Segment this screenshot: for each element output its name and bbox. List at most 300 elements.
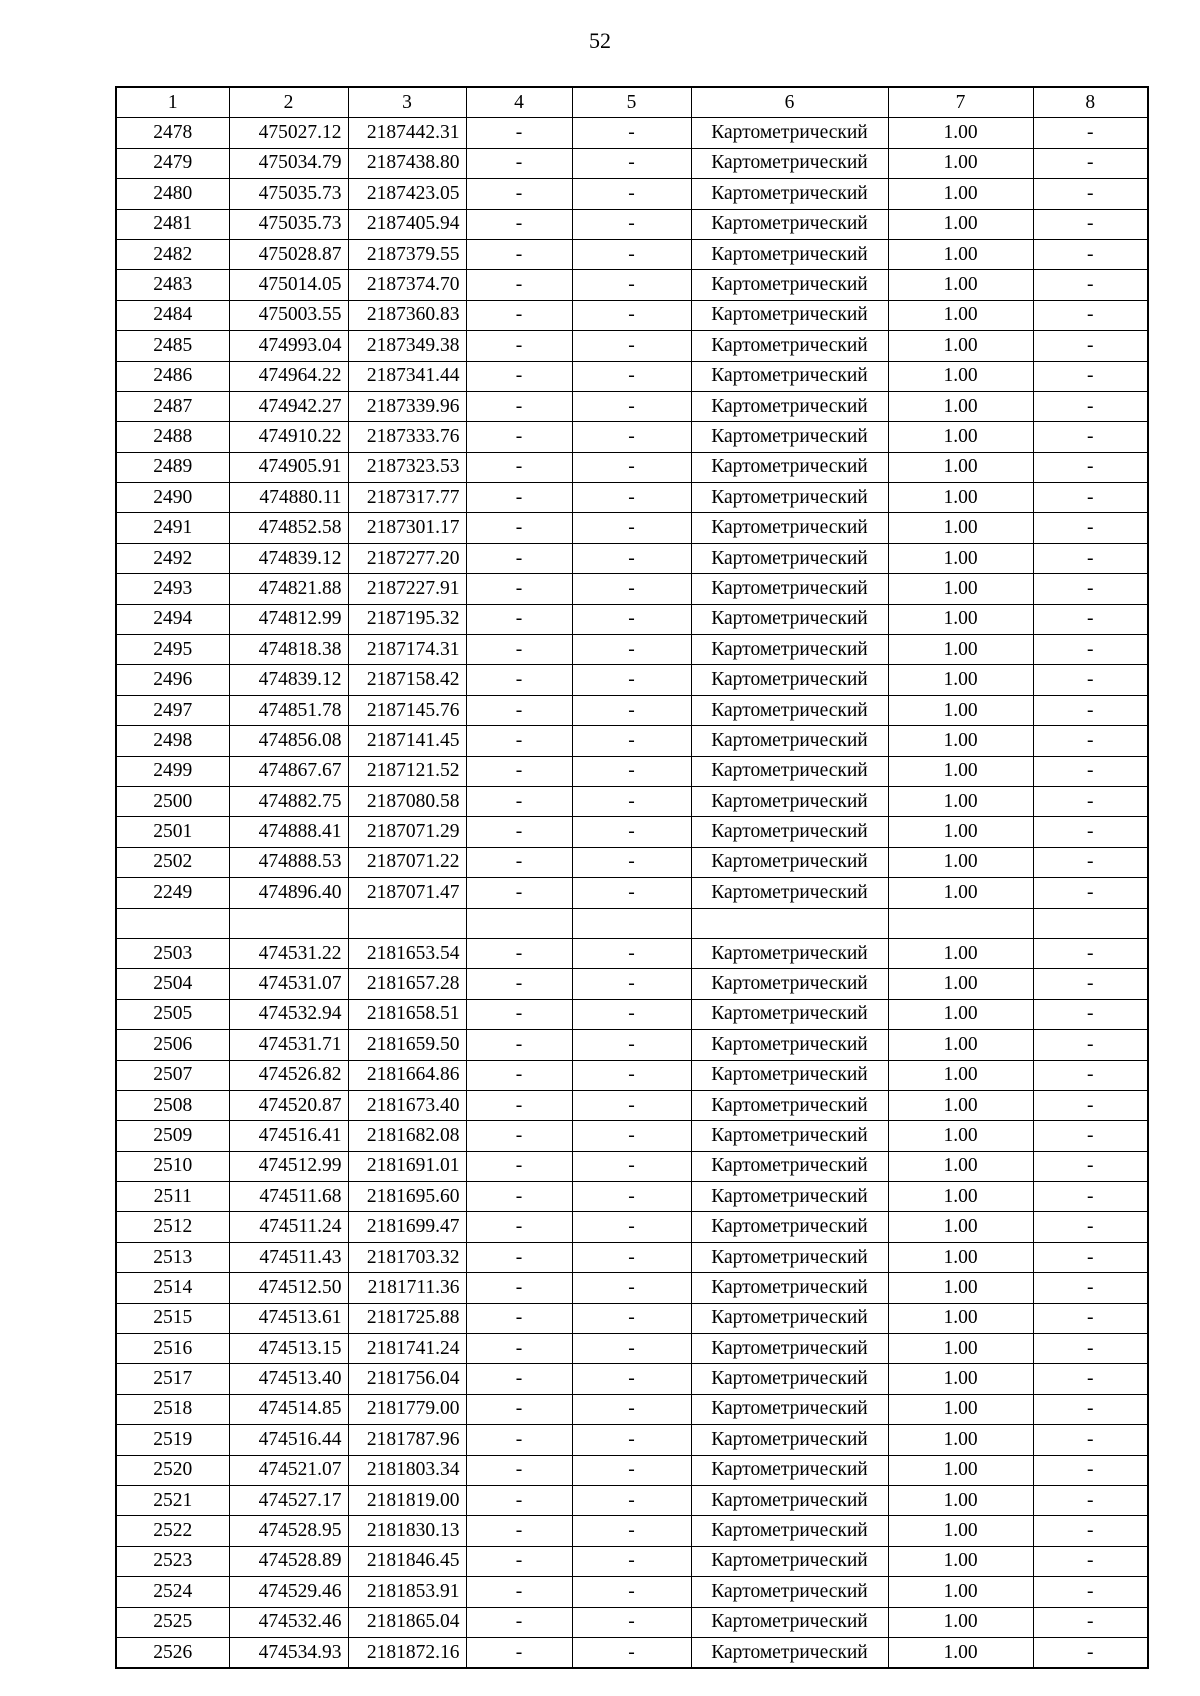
col5-cell: - — [572, 938, 691, 968]
col4-cell: - — [466, 1637, 572, 1668]
table-body — [116, 118, 1148, 1668]
y-coordinate-cell: 2187442.31 — [348, 118, 466, 148]
col8-cell: - — [1033, 756, 1148, 786]
col8-cell: - — [1033, 1485, 1148, 1515]
coordinates-table — [115, 86, 1149, 1669]
y-coordinate-cell: 2187121.52 — [348, 756, 466, 786]
method-cell: Картометрический — [691, 847, 888, 877]
col5-cell: - — [572, 391, 691, 421]
accuracy-cell: 1.00 — [888, 179, 1033, 209]
col5-cell: - — [572, 1212, 691, 1242]
y-coordinate-cell: 2181756.04 — [348, 1364, 466, 1394]
column-header: 7 — [888, 87, 1033, 118]
point-number-cell: 2482 — [116, 239, 229, 269]
col8-cell: - — [1033, 1151, 1148, 1181]
y-coordinate-cell: 2181695.60 — [348, 1182, 466, 1212]
x-coordinate-cell: 474839.12 — [229, 543, 348, 573]
col5-cell: - — [572, 635, 691, 665]
point-number-cell: 2519 — [116, 1425, 229, 1455]
col8-cell: - — [1033, 1212, 1148, 1242]
y-coordinate-cell: 2181872.16 — [348, 1637, 466, 1668]
col8-cell: - — [1033, 483, 1148, 513]
col4-cell: - — [466, 1546, 572, 1576]
x-coordinate-cell: 474526.82 — [229, 1060, 348, 1090]
col5-cell: - — [572, 1607, 691, 1637]
col5-cell: - — [572, 665, 691, 695]
col5-cell: - — [572, 574, 691, 604]
col5-cell: - — [572, 1151, 691, 1181]
table-row — [116, 1394, 1148, 1424]
x-coordinate-cell: 474513.40 — [229, 1364, 348, 1394]
table-row — [116, 1455, 1148, 1485]
y-coordinate-cell — [348, 908, 466, 938]
accuracy-cell: 1.00 — [888, 1151, 1033, 1181]
method-cell: Картометрический — [691, 483, 888, 513]
method-cell: Картометрический — [691, 1485, 888, 1515]
point-number-cell: 2483 — [116, 270, 229, 300]
col8-cell: - — [1033, 726, 1148, 756]
x-coordinate-cell: 474514.85 — [229, 1394, 348, 1424]
point-number-cell: 2485 — [116, 331, 229, 361]
method-cell: Картометрический — [691, 391, 888, 421]
table-row — [116, 1516, 1148, 1546]
method-cell: Картометрический — [691, 148, 888, 178]
col8-cell: - — [1033, 361, 1148, 391]
method-cell: Картометрический — [691, 938, 888, 968]
y-coordinate-cell: 2181725.88 — [348, 1303, 466, 1333]
point-number-cell: 2522 — [116, 1516, 229, 1546]
y-coordinate-cell: 2187227.91 — [348, 574, 466, 604]
x-coordinate-cell: 475003.55 — [229, 300, 348, 330]
col4-cell: - — [466, 483, 572, 513]
method-cell: Картометрический — [691, 1516, 888, 1546]
col4-cell: - — [466, 999, 572, 1029]
x-coordinate-cell: 474852.58 — [229, 513, 348, 543]
x-coordinate-cell: 474528.89 — [229, 1546, 348, 1576]
col5-cell — [572, 908, 691, 938]
method-cell: Картометрический — [691, 1182, 888, 1212]
y-coordinate-cell: 2181787.96 — [348, 1425, 466, 1455]
point-number-cell: 2479 — [116, 148, 229, 178]
col4-cell: - — [466, 1030, 572, 1060]
col8-cell: - — [1033, 239, 1148, 269]
table-row — [116, 1273, 1148, 1303]
y-coordinate-cell: 2187277.20 — [348, 543, 466, 573]
x-coordinate-cell: 475035.73 — [229, 209, 348, 239]
col5-cell: - — [572, 695, 691, 725]
table-row — [116, 179, 1148, 209]
column-header: 4 — [466, 87, 572, 118]
method-cell: Картометрический — [691, 300, 888, 330]
point-number-cell: 2521 — [116, 1485, 229, 1515]
col8-cell: - — [1033, 1546, 1148, 1576]
method-cell: Картометрический — [691, 969, 888, 999]
accuracy-cell: 1.00 — [888, 1607, 1033, 1637]
y-coordinate-cell: 2187301.17 — [348, 513, 466, 543]
point-number-cell: 2502 — [116, 847, 229, 877]
table-row — [116, 1364, 1148, 1394]
col8-cell: - — [1033, 270, 1148, 300]
point-number-cell: 2525 — [116, 1607, 229, 1637]
col4-cell: - — [466, 817, 572, 847]
point-number-cell: 2498 — [116, 726, 229, 756]
col8-cell: - — [1033, 665, 1148, 695]
y-coordinate-cell: 2181803.34 — [348, 1455, 466, 1485]
point-number-cell: 2249 — [116, 878, 229, 908]
table-row — [116, 1151, 1148, 1181]
accuracy-cell: 1.00 — [888, 1425, 1033, 1455]
col4-cell: - — [466, 331, 572, 361]
page-number: 52 — [589, 28, 611, 53]
point-number-cell: 2478 — [116, 118, 229, 148]
x-coordinate-cell: 474521.07 — [229, 1455, 348, 1485]
y-coordinate-cell: 2181853.91 — [348, 1577, 466, 1607]
method-cell: Картометрический — [691, 361, 888, 391]
col8-cell: - — [1033, 209, 1148, 239]
x-coordinate-cell: 474531.71 — [229, 1030, 348, 1060]
method-cell: Картометрический — [691, 999, 888, 1029]
point-number-cell: 2490 — [116, 483, 229, 513]
accuracy-cell: 1.00 — [888, 756, 1033, 786]
accuracy-cell: 1.00 — [888, 938, 1033, 968]
point-number-cell: 2507 — [116, 1060, 229, 1090]
accuracy-cell: 1.00 — [888, 1577, 1033, 1607]
col8-cell: - — [1033, 604, 1148, 634]
col4-cell: - — [466, 513, 572, 543]
accuracy-cell: 1.00 — [888, 1212, 1033, 1242]
accuracy-cell: 1.00 — [888, 1303, 1033, 1333]
table-row — [116, 1546, 1148, 1576]
column-header: 2 — [229, 87, 348, 118]
point-number-cell: 2487 — [116, 391, 229, 421]
col8-cell: - — [1033, 513, 1148, 543]
col4-cell — [466, 908, 572, 938]
accuracy-cell: 1.00 — [888, 999, 1033, 1029]
y-coordinate-cell: 2187317.77 — [348, 483, 466, 513]
col4-cell: - — [466, 1394, 572, 1424]
col5-cell: - — [572, 1060, 691, 1090]
x-coordinate-cell: 474512.50 — [229, 1273, 348, 1303]
table-row — [116, 391, 1148, 421]
point-number-cell: 2508 — [116, 1090, 229, 1120]
col4-cell: - — [466, 665, 572, 695]
col5-cell: - — [572, 1334, 691, 1364]
point-number-cell: 2513 — [116, 1242, 229, 1272]
x-coordinate-cell: 474511.68 — [229, 1182, 348, 1212]
column-header: 8 — [1033, 87, 1148, 118]
col5-cell: - — [572, 300, 691, 330]
y-coordinate-cell: 2181659.50 — [348, 1030, 466, 1060]
col4-cell: - — [466, 361, 572, 391]
x-coordinate-cell: 474532.94 — [229, 999, 348, 1029]
accuracy-cell: 1.00 — [888, 1394, 1033, 1424]
table-row — [116, 1060, 1148, 1090]
y-coordinate-cell: 2187374.70 — [348, 270, 466, 300]
col4-cell: - — [466, 1516, 572, 1546]
x-coordinate-cell: 475034.79 — [229, 148, 348, 178]
accuracy-cell: 1.00 — [888, 665, 1033, 695]
col4-cell: - — [466, 635, 572, 665]
col5-cell: - — [572, 1394, 691, 1424]
point-number-cell: 2511 — [116, 1182, 229, 1212]
table-row — [116, 331, 1148, 361]
method-cell — [691, 908, 888, 938]
table-row — [116, 847, 1148, 877]
col5-cell: - — [572, 999, 691, 1029]
accuracy-cell: 1.00 — [888, 270, 1033, 300]
x-coordinate-cell: 474905.91 — [229, 452, 348, 482]
x-coordinate-cell: 474882.75 — [229, 786, 348, 816]
col8-cell: - — [1033, 1577, 1148, 1607]
col8-cell: - — [1033, 878, 1148, 908]
x-coordinate-cell: 474856.08 — [229, 726, 348, 756]
point-number-cell: 2493 — [116, 574, 229, 604]
col5-cell: - — [572, 1485, 691, 1515]
x-coordinate-cell: 474867.67 — [229, 756, 348, 786]
x-coordinate-cell: 475035.73 — [229, 179, 348, 209]
table-row — [116, 270, 1148, 300]
y-coordinate-cell: 2181653.54 — [348, 938, 466, 968]
column-header: 6 — [691, 87, 888, 118]
table-row — [116, 604, 1148, 634]
col8-cell: - — [1033, 391, 1148, 421]
point-number-cell: 2505 — [116, 999, 229, 1029]
point-number-cell: 2494 — [116, 604, 229, 634]
col8-cell: - — [1033, 635, 1148, 665]
y-coordinate-cell: 2187071.29 — [348, 817, 466, 847]
point-number-cell: 2481 — [116, 209, 229, 239]
col8-cell: - — [1033, 1303, 1148, 1333]
method-cell: Картометрический — [691, 1394, 888, 1424]
method-cell: Картометрический — [691, 635, 888, 665]
col4-cell: - — [466, 574, 572, 604]
x-coordinate-cell: 474964.22 — [229, 361, 348, 391]
col4-cell: - — [466, 1060, 572, 1090]
table-row — [116, 1485, 1148, 1515]
col4-cell: - — [466, 847, 572, 877]
accuracy-cell: 1.00 — [888, 1364, 1033, 1394]
method-cell: Картометрический — [691, 1546, 888, 1576]
table-row — [116, 1090, 1148, 1120]
y-coordinate-cell: 2187349.38 — [348, 331, 466, 361]
col4-cell: - — [466, 1273, 572, 1303]
y-coordinate-cell: 2187379.55 — [348, 239, 466, 269]
x-coordinate-cell: 474516.44 — [229, 1425, 348, 1455]
table-row — [116, 1182, 1148, 1212]
method-cell: Картометрический — [691, 1212, 888, 1242]
point-number-cell — [116, 908, 229, 938]
x-coordinate-cell: 474534.93 — [229, 1637, 348, 1668]
column-header: 5 — [572, 87, 691, 118]
col4-cell: - — [466, 695, 572, 725]
col5-cell: - — [572, 1090, 691, 1120]
col8-cell: - — [1033, 969, 1148, 999]
accuracy-cell: 1.00 — [888, 1516, 1033, 1546]
accuracy-cell: 1.00 — [888, 1090, 1033, 1120]
col4-cell: - — [466, 118, 572, 148]
col8-cell: - — [1033, 1060, 1148, 1090]
y-coordinate-cell: 2187174.31 — [348, 635, 466, 665]
col8-cell: - — [1033, 118, 1148, 148]
x-coordinate-cell: 474520.87 — [229, 1090, 348, 1120]
x-coordinate-cell: 474516.41 — [229, 1121, 348, 1151]
point-number-cell: 2523 — [116, 1546, 229, 1576]
col8-cell: - — [1033, 422, 1148, 452]
col8-cell: - — [1033, 1425, 1148, 1455]
method-cell: Картометрический — [691, 422, 888, 452]
accuracy-cell: 1.00 — [888, 1334, 1033, 1364]
accuracy-cell: 1.00 — [888, 1030, 1033, 1060]
accuracy-cell: 1.00 — [888, 1060, 1033, 1090]
table-row — [116, 422, 1148, 452]
table-row — [116, 999, 1148, 1029]
method-cell: Картометрический — [691, 1334, 888, 1364]
accuracy-cell: 1.00 — [888, 452, 1033, 482]
method-cell: Картометрический — [691, 1090, 888, 1120]
method-cell: Картометрический — [691, 1242, 888, 1272]
table-row — [116, 878, 1148, 908]
x-coordinate-cell: 474511.43 — [229, 1242, 348, 1272]
point-number-cell: 2512 — [116, 1212, 229, 1242]
table-row — [116, 665, 1148, 695]
col4-cell: - — [466, 1303, 572, 1333]
accuracy-cell: 1.00 — [888, 1182, 1033, 1212]
point-number-cell: 2489 — [116, 452, 229, 482]
col8-cell: - — [1033, 1455, 1148, 1485]
col5-cell: - — [572, 1637, 691, 1668]
y-coordinate-cell: 2181865.04 — [348, 1607, 466, 1637]
col4-cell: - — [466, 1242, 572, 1272]
column-header: 3 — [348, 87, 466, 118]
x-coordinate-cell: 474528.95 — [229, 1516, 348, 1546]
method-cell: Картометрический — [691, 1273, 888, 1303]
col4-cell: - — [466, 391, 572, 421]
point-number-cell: 2524 — [116, 1577, 229, 1607]
col5-cell: - — [572, 179, 691, 209]
table-row — [116, 239, 1148, 269]
col4-cell: - — [466, 938, 572, 968]
col5-cell: - — [572, 878, 691, 908]
col4-cell: - — [466, 786, 572, 816]
table-row — [116, 1607, 1148, 1637]
point-number-cell: 2510 — [116, 1151, 229, 1181]
x-coordinate-cell: 474527.17 — [229, 1485, 348, 1515]
method-cell: Картометрический — [691, 1455, 888, 1485]
x-coordinate-cell: 474888.53 — [229, 847, 348, 877]
col8-cell: - — [1033, 1516, 1148, 1546]
col5-cell: - — [572, 1455, 691, 1485]
accuracy-cell: 1.00 — [888, 1121, 1033, 1151]
col4-cell: - — [466, 1090, 572, 1120]
table-row — [116, 1637, 1148, 1668]
y-coordinate-cell: 2187071.22 — [348, 847, 466, 877]
col4-cell: - — [466, 604, 572, 634]
x-coordinate-cell: 475014.05 — [229, 270, 348, 300]
table-row — [116, 1425, 1148, 1455]
col8-cell: - — [1033, 331, 1148, 361]
accuracy-cell: 1.00 — [888, 847, 1033, 877]
method-cell: Картометрический — [691, 513, 888, 543]
col8-cell: - — [1033, 543, 1148, 573]
table-row — [116, 817, 1148, 847]
col4-cell: - — [466, 878, 572, 908]
table-row — [116, 513, 1148, 543]
accuracy-cell: 1.00 — [888, 118, 1033, 148]
accuracy-cell: 1.00 — [888, 331, 1033, 361]
table-row — [116, 635, 1148, 665]
col5-cell: - — [572, 543, 691, 573]
col5-cell: - — [572, 1030, 691, 1060]
col8-cell: - — [1033, 817, 1148, 847]
point-number-cell: 2517 — [116, 1364, 229, 1394]
method-cell: Картометрический — [691, 574, 888, 604]
point-number-cell: 2497 — [116, 695, 229, 725]
y-coordinate-cell: 2187145.76 — [348, 695, 466, 725]
y-coordinate-cell: 2181658.51 — [348, 999, 466, 1029]
x-coordinate-cell: 474532.46 — [229, 1607, 348, 1637]
col5-cell: - — [572, 1121, 691, 1151]
col4-cell: - — [466, 209, 572, 239]
accuracy-cell: 1.00 — [888, 878, 1033, 908]
table-row — [116, 786, 1148, 816]
table-row — [116, 452, 1148, 482]
x-coordinate-cell: 474942.27 — [229, 391, 348, 421]
col8-cell: - — [1033, 148, 1148, 178]
col5-cell: - — [572, 331, 691, 361]
col5-cell: - — [572, 1577, 691, 1607]
table-row — [116, 726, 1148, 756]
accuracy-cell: 1.00 — [888, 1485, 1033, 1515]
x-coordinate-cell: 474851.78 — [229, 695, 348, 725]
col8-cell: - — [1033, 695, 1148, 725]
accuracy-cell: 1.00 — [888, 726, 1033, 756]
col5-cell: - — [572, 1242, 691, 1272]
accuracy-cell: 1.00 — [888, 1546, 1033, 1576]
col4-cell: - — [466, 969, 572, 999]
point-number-cell: 2496 — [116, 665, 229, 695]
column-header: 1 — [116, 87, 229, 118]
accuracy-cell: 1.00 — [888, 148, 1033, 178]
x-coordinate-cell: 474812.99 — [229, 604, 348, 634]
accuracy-cell: 1.00 — [888, 300, 1033, 330]
x-coordinate-cell — [229, 908, 348, 938]
point-number-cell: 2480 — [116, 179, 229, 209]
col5-cell: - — [572, 817, 691, 847]
col8-cell: - — [1033, 938, 1148, 968]
y-coordinate-cell: 2181819.00 — [348, 1485, 466, 1515]
x-coordinate-cell: 474512.99 — [229, 1151, 348, 1181]
point-number-cell: 2516 — [116, 1334, 229, 1364]
y-coordinate-cell: 2181830.13 — [348, 1516, 466, 1546]
col5-cell: - — [572, 422, 691, 452]
col4-cell: - — [466, 300, 572, 330]
method-cell: Картометрический — [691, 118, 888, 148]
point-number-cell: 2520 — [116, 1455, 229, 1485]
point-number-cell: 2499 — [116, 756, 229, 786]
y-coordinate-cell: 2181657.28 — [348, 969, 466, 999]
col4-cell: - — [466, 543, 572, 573]
point-number-cell: 2500 — [116, 786, 229, 816]
x-coordinate-cell: 475028.87 — [229, 239, 348, 269]
method-cell: Картометрический — [691, 179, 888, 209]
col8-cell: - — [1033, 1334, 1148, 1364]
accuracy-cell: 1.00 — [888, 543, 1033, 573]
table-row — [116, 543, 1148, 573]
accuracy-cell: 1.00 — [888, 635, 1033, 665]
accuracy-cell: 1.00 — [888, 483, 1033, 513]
col4-cell: - — [466, 1212, 572, 1242]
x-coordinate-cell: 474839.12 — [229, 665, 348, 695]
